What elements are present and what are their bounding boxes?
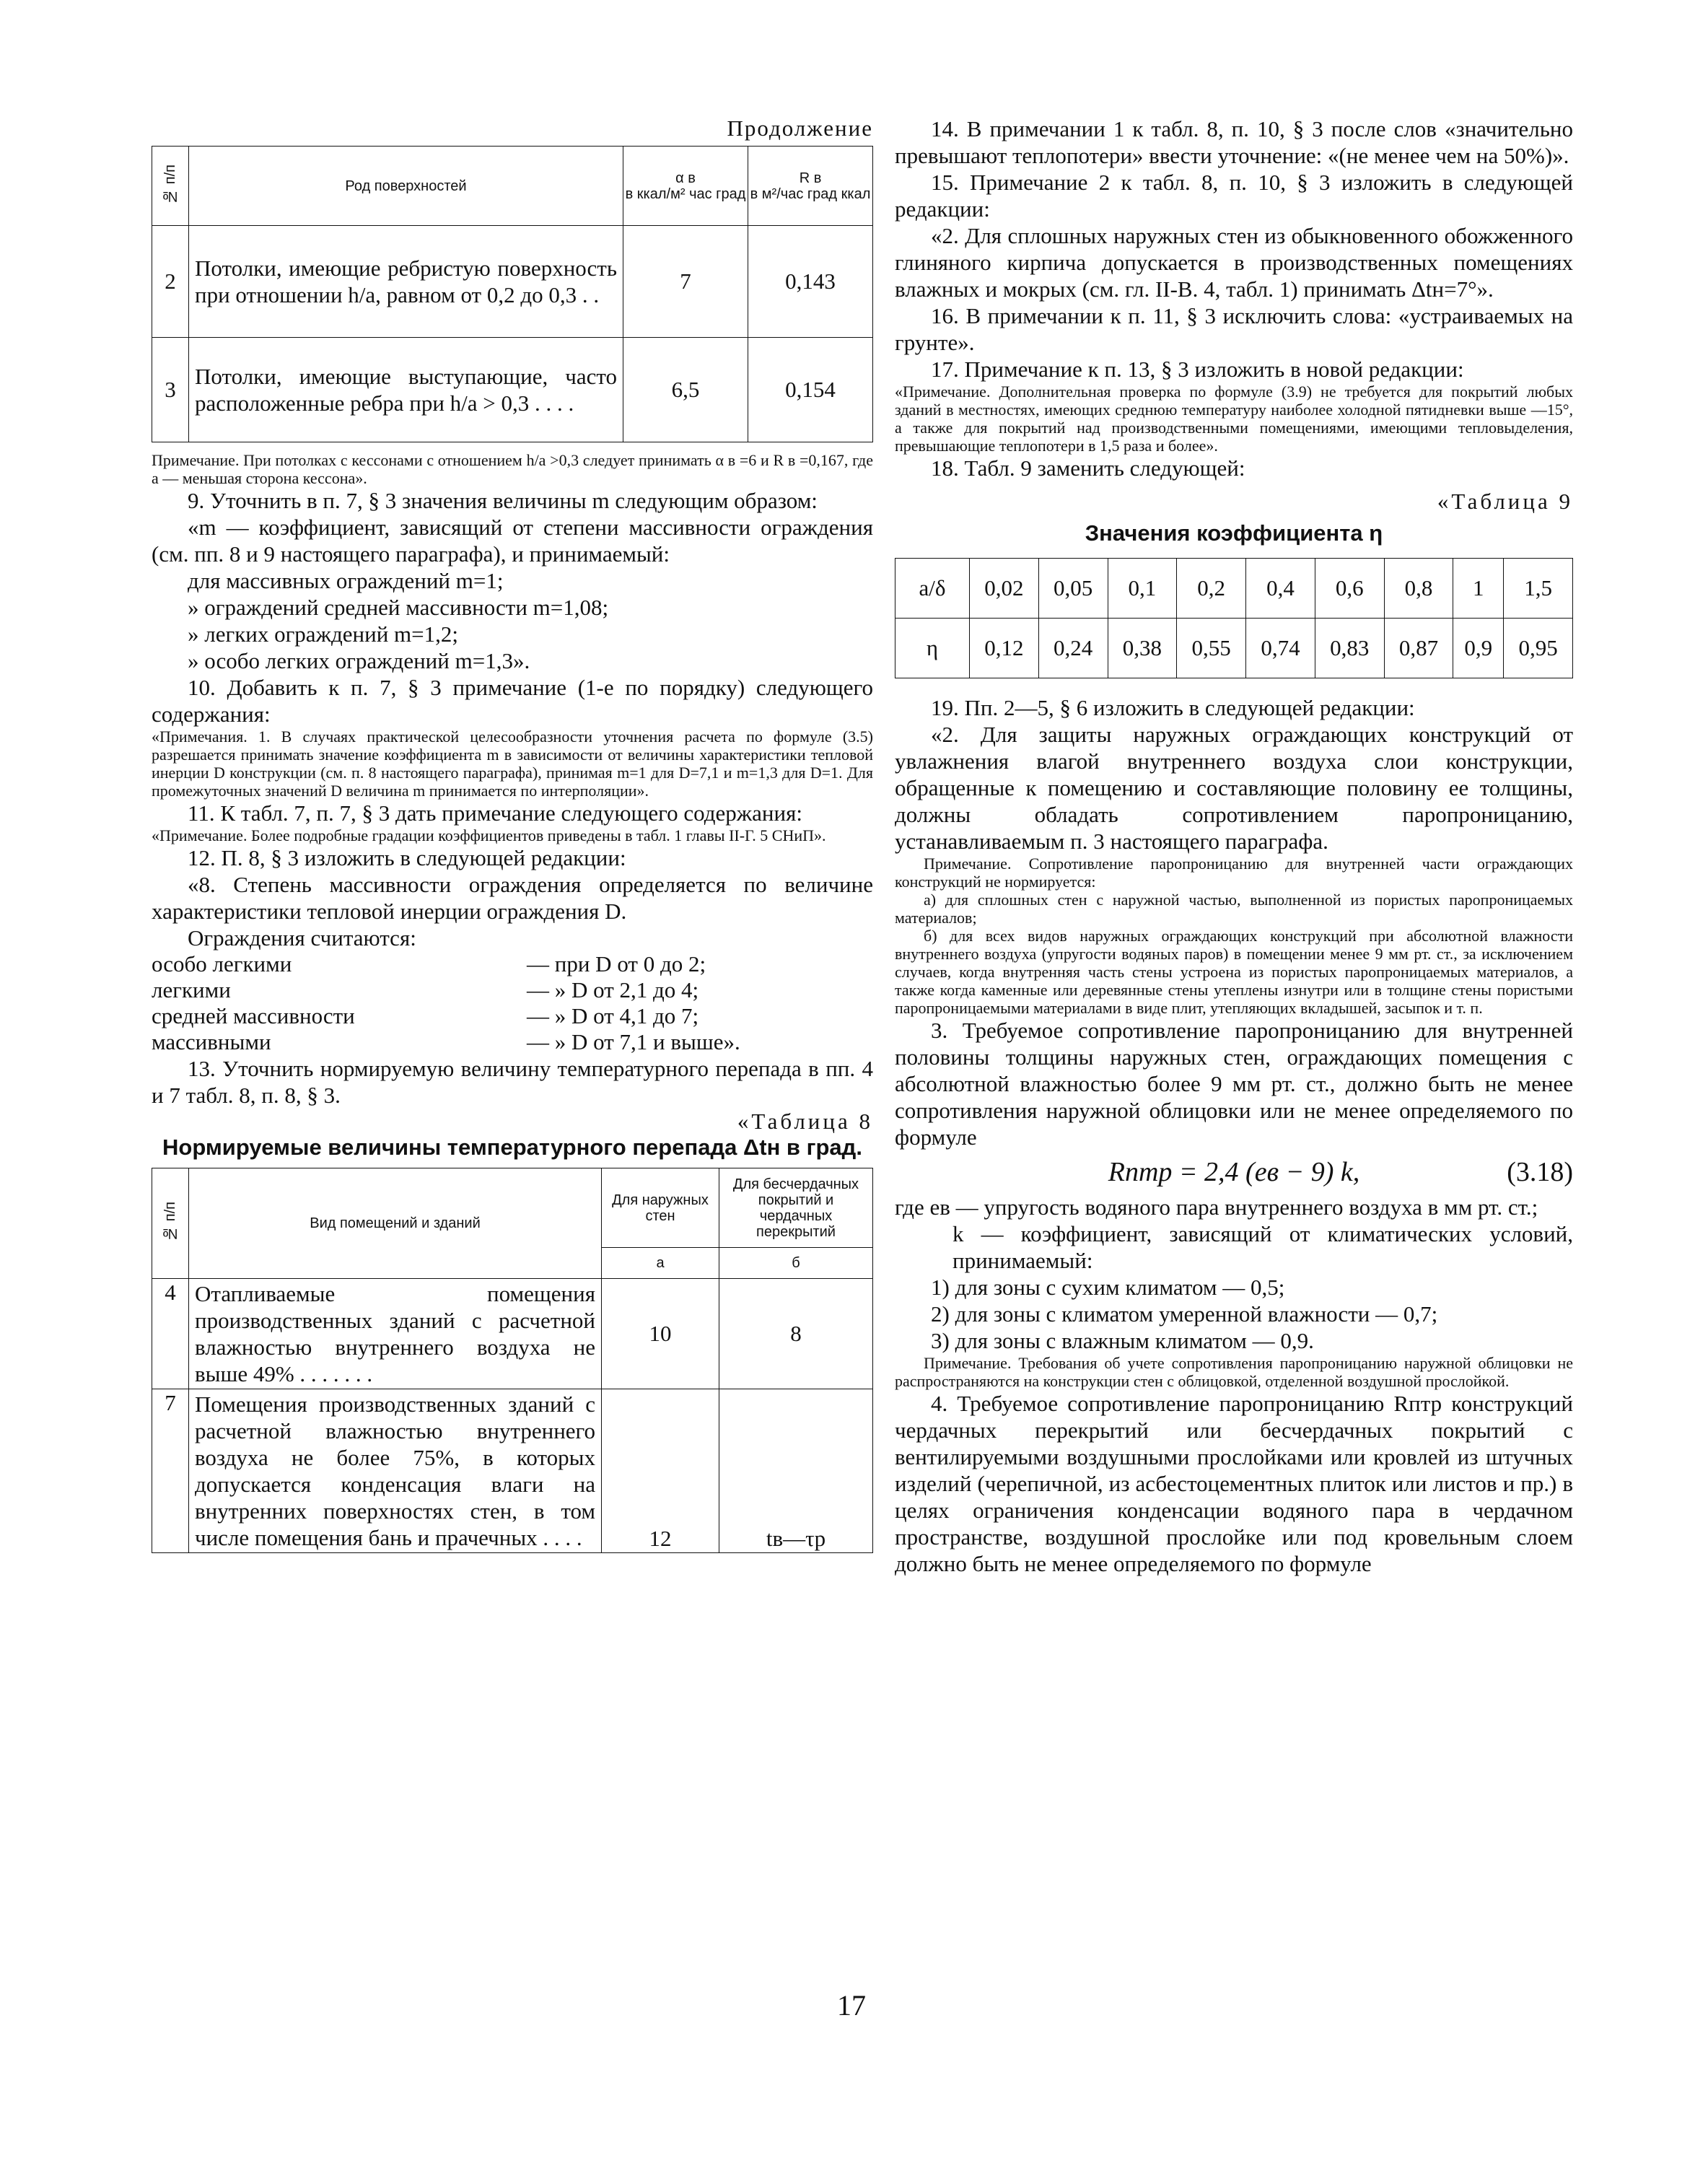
table-ceilings	[152, 146, 873, 442]
para-19-note-a: а) для сплошных стен с наружной частью, выполненной из пористых паропроницаемых материалов;	[895, 891, 1573, 927]
list-item: массивными — » D от 7,1 и выше».	[152, 1029, 740, 1054]
col-r-header: R в	[799, 170, 822, 186]
list-item: » ограждений средней массивности m=1,08;	[188, 595, 609, 620]
inertia-list	[152, 951, 873, 1055]
para-9: 9. Уточнить в п. 7, § 3 значения величины m следующим образом:	[188, 488, 818, 513]
table-row: a/δ 0,02 0,05 0,1 0,2 0,4 0,6 0,8 1 1,5	[895, 559, 1573, 619]
para-17-note: «Примечание. Дополнительная проверка по формуле (3.9) не требуется для покрытий любых зданий в местностях, имеющих среднюю температуру наиболее холодной пятидневки выше —15°, а также для покрытий над производственными помещениями, имеющими тепловыделения, превышающие теплопотери в 1,5 раза и более».	[895, 383, 1573, 455]
para-13: 13. Уточнить нормируемую величину температурного перепада в пп. 4 и 7 табл. 8, п. 8, § 3.	[152, 1056, 873, 1108]
col-alpha-unit: в ккал/м² час град	[625, 185, 746, 202]
table-9	[895, 558, 1573, 678]
para-15-quote: «2. Для сплошных наружных стен из обыкновенного обожженного глиняного кирпича допускается в производственных помещениях влажных и мокрых (см. гл. II-В. 4, табл. 1) принимать Δtн=7°».	[895, 223, 1573, 302]
k-note: Примечание. Требования об учете сопротивления паропроницанию наружной облицовки не распространяются на конструкции стен с облицовкой, отделенной воздушной прослойкой.	[895, 1354, 1573, 1390]
table-8	[152, 1168, 873, 1553]
col-roof-header: Для бесчердачных покрытий и чердачных перекрытий	[719, 1168, 873, 1248]
page-number: 17	[837, 1989, 866, 2022]
where-k: k — коэффициент, зависящий от климатических условий, принимаемый:	[952, 1221, 1573, 1273]
right-column	[895, 115, 1573, 1577]
list-item: для массивных ограждений m=1;	[188, 568, 504, 593]
col-b-label: б	[719, 1248, 873, 1279]
col-kind-header: Вид помещений и зданий	[189, 1168, 602, 1279]
para-16: 16. В примечании к п. 11, § 3 исключить слова: «устраиваемых на грунте».	[895, 303, 1573, 355]
para-10-note: «Примечания. 1. В случаях практической целесообразности уточнения расчета по формуле (3.5) разрешается принимать значение коэффициента m в зависимости от величины характеристики тепловой инерции D конструкции (см. п. 8 настоящего параграфа), принимая m=1 для D=7,1 и m=1,3 для D=1. Для промежуточных значений D величина m принимается по интерполяции».	[152, 727, 873, 800]
list-item: » особо легких ограждений m=1,3».	[188, 648, 530, 673]
table-row: 4 Отапливаемые помещения производственных зданий с расчетной влажностью внутреннего воздуха не выше 49% . . . . . . . 10 8	[152, 1279, 873, 1389]
para-12-sub: Ограждения считаются:	[188, 925, 416, 951]
formula-text: Rптр = 2,4 (eв − 9) k,	[1108, 1157, 1360, 1187]
para-18: 18. Табл. 9 заменить следующей:	[931, 455, 1245, 481]
table-row: 3 Потолки, имеющие выступающие, часто расположенные ребра при h/a > 0,3 . . . . 6,5 0,154	[152, 338, 873, 442]
k-item-3: 3) для зоны с влажным климатом — 0,9.	[931, 1328, 1314, 1353]
row-label: a/δ	[895, 559, 970, 619]
table-row: η 0,12 0,24 0,38 0,55 0,74 0,83 0,87 0,9 0,95	[895, 619, 1573, 678]
list-item: средней массивности — » D от 4,1 до 7;	[152, 1003, 699, 1028]
para-14: 14. В примечании 1 к табл. 8, п. 10, § 3 после слов «значительно превышают теплопотери» ввести уточнение: «(не менее чем на 50%)».	[895, 116, 1573, 168]
row-label: η	[895, 619, 970, 678]
list-item: легкими — » D от 2,1 до 4;	[152, 977, 699, 1002]
k-item-1: 1) для зоны с сухим климатом — 0,5;	[931, 1275, 1285, 1300]
col-num-header: № п/п	[162, 164, 178, 204]
para-17: 17. Примечание к п. 13, § 3 изложить в новой редакции:	[931, 357, 1464, 382]
col-a-label: а	[602, 1248, 719, 1279]
col-alpha-header: α в	[675, 170, 696, 186]
formula-3-18	[895, 1156, 1573, 1188]
where-e: где eв — упругость водяного пара внутреннего воздуха в мм рт. ст.;	[895, 1194, 1538, 1220]
massiveness-list	[152, 567, 873, 674]
col-walls-header: Для наружных стен	[602, 1168, 719, 1248]
para-19-quote: «2. Для защиты наружных ограждающих конструкций от увлажнения влагой внутреннего воздуха слои конструкции, обращенные к помещению и составляющие половину ее толщины, должны обладать сопротивлением паропроницанию, устанавливаемым п. 3 настоящего параграфа.	[895, 722, 1573, 854]
para-19-note-b: б) для всех видов наружных ограждающих конструкций при абсолютной влажности внутреннего воздуха (упругости водяных паров) в помещении менее 9 мм рт. ст., за исключением случаев, когда внутренняя часть стены устроена из пористых паропроницаемых материалов, а также когда каменные или деревянные стены утеплены изнутри или в толщине стены пористыми паропроницаемыми материалами в виде плит, утепляющих вкладышей, засыпок и т. п.	[895, 927, 1573, 1017]
note-ceilings: Примечание. При потолках с кессонами с отношением h/a >0,3 следует принимать α в =6 и R в =0,167, где a — меньшая сторона кессона».	[152, 451, 873, 487]
para-11-note: «Примечание. Более подробные градации коэффициентов приведены в табл. 1 главы II-Г. 5 СНиП».	[152, 826, 826, 844]
table-8-caption: «Таблица 8	[737, 1109, 873, 1134]
para-19-note: Примечание. Сопротивление паропроницанию для внутренней части ограждающих конструкций не нормируется:	[895, 855, 1573, 891]
para-4: 4. Требуемое сопротивление паропроницанию Rптр конструкций чердачных перекрытий или бесчердачных покрытий с вентилируемыми воздушными прослойками или кровлей из штучных изделий (черепичной, из асбестоцементных плиток или листов и пр.) в целях ограничения конденсации водяного пара в чердачном пространстве, воздушной прослойке или под кровельным слоем должно быть не менее определяемого по формуле	[895, 1391, 1573, 1576]
para-9-quote: «m — коэффициент, зависящий от степени массивности ограждения (см. пп. 8 и 9 настоящего параграфа), и принимаемый:	[152, 515, 873, 567]
k-item-2: 2) для зоны с климатом умеренной влажности — 0,7;	[931, 1301, 1438, 1327]
list-item: особо легкими — при D от 0 до 2;	[152, 951, 706, 976]
para-12-quote: «8. Степень массивности ограждения определяется по величине характеристики тепловой инерции ограждения D.	[152, 872, 873, 924]
para-10: 10. Добавить к п. 7, § 3 примечание (1-е по порядку) следующего содержания:	[152, 675, 873, 727]
table-9-caption: «Таблица 9	[1437, 489, 1573, 514]
table-8-title: Нормируемые величины температурного перепада Δtн в град.	[162, 1135, 862, 1160]
para-12: 12. П. 8, § 3 изложить в следующей редакции:	[188, 845, 626, 870]
table-row: 7 Помещения производственных зданий с расчетной влажностью внутреннего воздуха не более 75%, в которых допускается конденсация влаги на внутренних поверхностях стен, в том числе помещения бань и прачечных . . . . 12 tв—τр	[152, 1389, 873, 1553]
table-9-title: Значения коэффициента η	[1085, 520, 1383, 546]
para-19: 19. Пп. 2—5, § 6 изложить в следующей редакции:	[931, 695, 1415, 720]
list-item: » легких ограждений m=1,2;	[188, 621, 458, 647]
continuation-label: Продолжение	[727, 115, 873, 141]
col-r-unit: в м²/час град ккал	[750, 185, 871, 202]
left-column	[152, 115, 873, 1553]
table-row: 2 Потолки, имеющие ребристую поверхность при отношении h/a, равном от 0,2 до 0,3 . . 7 0,143	[152, 226, 873, 338]
para-15: 15. Примечание 2 к табл. 8, п. 10, § 3 изложить в следующей редакции:	[895, 170, 1573, 222]
col-surface-header: Род поверхностей	[189, 147, 623, 226]
col-num-header: № п/п	[162, 1202, 178, 1241]
para-3: 3. Требуемое сопротивление паропроницанию для внутренней половины толщины наружных стен, ограждающих помещения с абсолютной влажностью более 9 мм рт. ст., должно быть не менее сопротивления наружной облицовки или не менее определяемого по формуле	[895, 1018, 1573, 1150]
formula-number: (3.18)	[1507, 1157, 1573, 1187]
para-11: 11. К табл. 7, п. 7, § 3 дать примечание следующего содержания:	[188, 800, 802, 826]
